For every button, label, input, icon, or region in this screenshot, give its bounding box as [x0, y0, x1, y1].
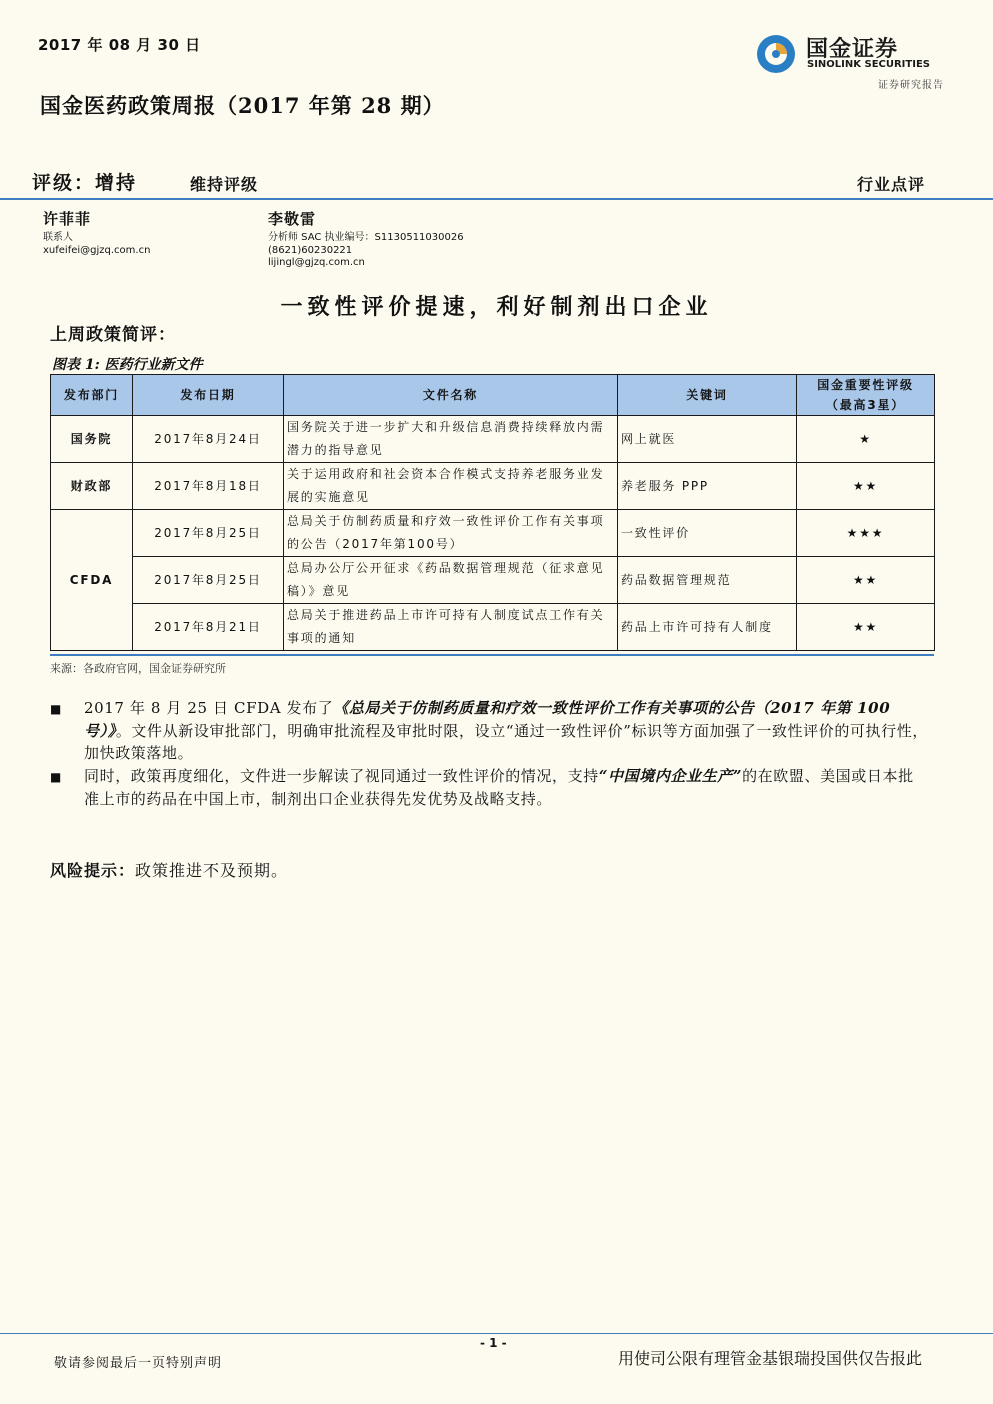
- logo-chinese-name: 国金证券: [806, 37, 899, 62]
- table-row: [51, 510, 935, 557]
- section-heading: 上周政策简评：: [50, 325, 176, 345]
- col-header-rating: [797, 375, 935, 416]
- risk-warning: [50, 858, 288, 881]
- report-headline: 一致性评价提速，利好制剂出口企业: [280, 294, 713, 320]
- bullet-text-pre: 同时，政策再度细化，文件进一步解读了视同通过一致性评价的情况，支持: [84, 767, 599, 785]
- analyst-block-1: [43, 208, 150, 257]
- rating-header-note: （最高3星）: [825, 398, 906, 412]
- analyst-email[interactable]: xufeifei@gjzq.com.cn: [43, 244, 151, 256]
- table-row: [51, 604, 935, 651]
- table-header-row: [51, 375, 935, 416]
- page-number: - 1 -: [480, 1336, 507, 1350]
- cell-doc: 关于运用政府和社会资本合作模式支持养老服务业发展的实施意见: [284, 463, 618, 510]
- col-header-dept: 发布部门: [51, 375, 133, 416]
- cell-stars: ★★: [797, 557, 935, 604]
- cell-keyword: 网上就医: [618, 416, 797, 463]
- cell-dept: 财政部: [51, 463, 133, 510]
- footer-disclaimer: 敬请参阅最后一页特别声明: [54, 1356, 223, 1371]
- analyst-name: 许菲菲: [43, 210, 92, 228]
- col-header-doc: 文件名称: [284, 375, 618, 416]
- bullet-text-post: 的在欧盟、美国或日本批准上市的药品在中国上市，制剂出口企业获得先发优势及战略支持。: [84, 767, 914, 808]
- cell-doc: 总局关于推进药品上市许可持有人制度试点工作有关事项的通知: [284, 604, 618, 651]
- cell-date: 2017年8月21日: [133, 604, 284, 651]
- bullet-paragraph: [84, 697, 929, 765]
- cell-stars: ★★: [797, 604, 935, 651]
- bullet-paragraph: [84, 765, 929, 810]
- table-row: [51, 557, 935, 604]
- cell-date: 2017年8月18日: [133, 463, 284, 510]
- bullet-text-bold: “中国境内企业生产”: [598, 767, 743, 785]
- analyst-email[interactable]: lijingl@gjzq.com.cn: [268, 257, 365, 268]
- rating-label: 评级：增持: [32, 172, 138, 194]
- analyst-phone: (8621)60230221: [268, 244, 353, 256]
- cell-doc: 总局办公厅公开征求《药品数据管理规范（征求意见稿）》意见: [284, 557, 618, 604]
- cell-date: 2017年8月25日: [133, 557, 284, 604]
- bullet-text-bold: 《总局关于仿制药质量和疗效一致性评价工作有关事项的公告（2017 年第 100 号）》: [84, 699, 891, 740]
- bullet-text-post: 。文件从新设审批部门，明确审批流程及审批时限，设立“通过一致性评价”标识等方面加强了一致性评价的可执行性，加快政策落地。: [84, 721, 928, 762]
- logo-subtitle: 证券研究报告: [878, 80, 944, 91]
- col-header-keyword: 关键词: [618, 375, 797, 416]
- analyst-license: 分析师 SAC 执业编号：S1130511030026: [268, 232, 464, 243]
- policy-table: [50, 374, 935, 651]
- report-type: 行业点评: [857, 175, 926, 194]
- analyst-role: 联系人: [43, 232, 73, 243]
- figure-title: 图表 1: 医药行业新文件: [52, 357, 203, 373]
- cell-date: 2017年8月24日: [133, 416, 284, 463]
- footer-divider: [0, 1333, 993, 1334]
- risk-text: 政策推进不及预期。: [135, 861, 289, 880]
- cell-stars: ★: [797, 416, 935, 463]
- header-divider: [0, 198, 993, 200]
- cell-keyword: 药品数据管理规范: [618, 557, 797, 604]
- cell-keyword: 一致性评价: [618, 510, 797, 557]
- bullet-square-icon: ■: [50, 702, 62, 716]
- rating-header-line: 国金重要性评级: [817, 378, 914, 392]
- cell-doc: 总局关于仿制药质量和疗效一致性评价工作有关事项的公告（2017年第100号）: [284, 510, 618, 557]
- footer-note: 用使司公限有理管金基银瑞投国供仅告报此: [618, 1349, 923, 1368]
- analyst-block-2: [268, 208, 464, 270]
- risk-label: 风险提示：: [50, 861, 136, 880]
- table-row: [51, 416, 935, 463]
- table-row: [51, 463, 935, 510]
- col-header-date: 发布日期: [133, 375, 284, 416]
- analyst-name: 李敬雷: [268, 210, 317, 228]
- logo-english-name: SINOLINK SECURITIES: [807, 59, 930, 70]
- cell-stars: ★★: [797, 463, 935, 510]
- table-bottom-rule: [50, 654, 934, 656]
- cell-stars: ★★★: [797, 510, 935, 557]
- cell-date: 2017年8月25日: [133, 510, 284, 557]
- bullet-text-pre: 2017 年 8 月 25 日 CFDA 发布了: [84, 699, 334, 717]
- report-title: 国金医药政策周报（2017 年第 28 期）: [40, 93, 445, 118]
- rating-maintain: 维持评级: [190, 175, 259, 194]
- cell-keyword: 药品上市许可持有人制度: [618, 604, 797, 651]
- cell-doc: 国务院关于进一步扩大和升级信息消费持续释放内需潜力的指导意见: [284, 416, 618, 463]
- cell-keyword: 养老服务 PPP: [618, 463, 797, 510]
- bullet-square-icon: ■: [50, 770, 62, 784]
- cell-dept: CFDA: [51, 510, 133, 651]
- cell-dept: 国务院: [51, 416, 133, 463]
- table-source: 来源：各政府官网，国金证券研究所: [50, 662, 226, 675]
- report-date: 2017 年 08 月 30 日: [38, 36, 201, 54]
- logo-mark-icon: [756, 34, 796, 74]
- sinolink-logo: [754, 30, 944, 90]
